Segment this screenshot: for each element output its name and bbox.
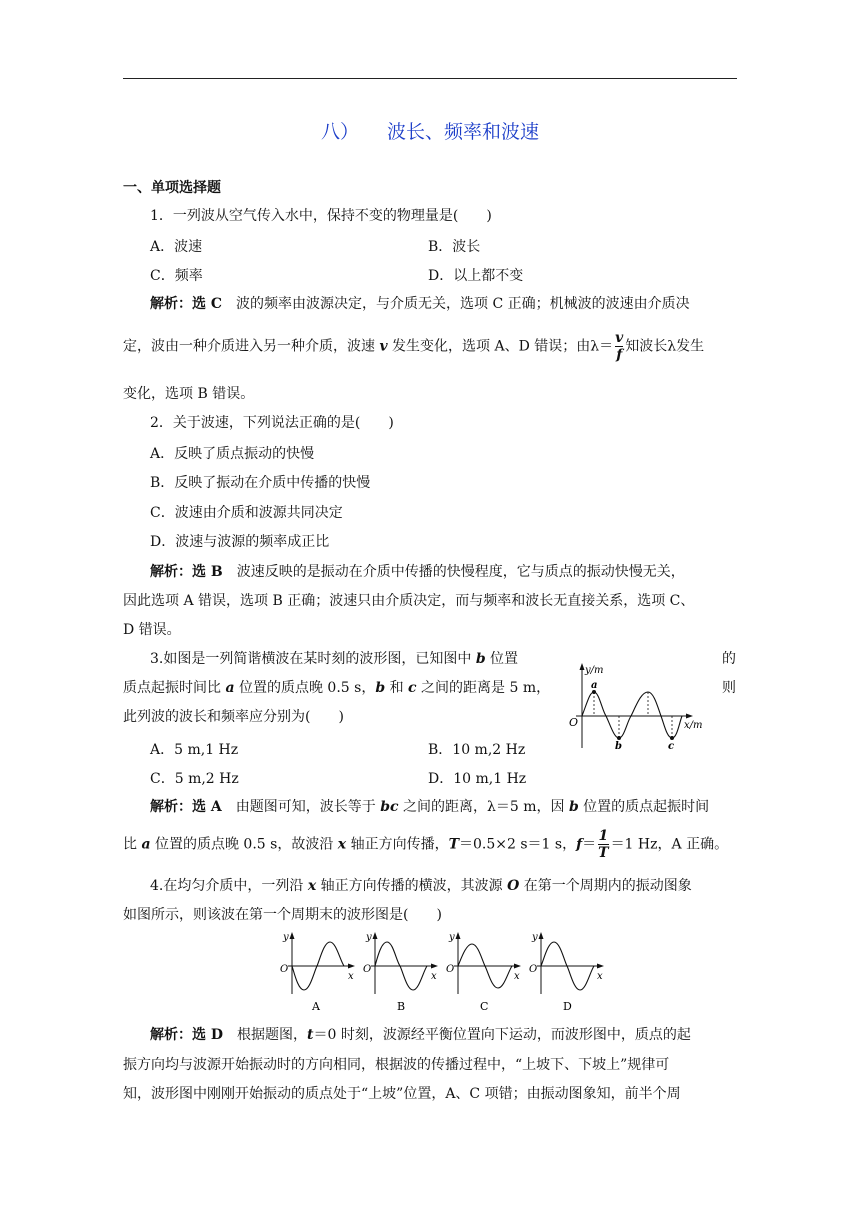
q4-answer-line1: 解析：选 D 根据题图，t＝0 时刻，波源经平衡位置向下运动，而波形图中，质点的起 (150, 1027, 691, 1043)
q4-c-y-label: y (449, 932, 455, 943)
q4-figure-c (446, 928, 528, 1016)
q3-x-arrow (686, 714, 693, 719)
q1-answer-line2: 定，波由一种介质进入另一种介质，波速 v 发生变化，选项 A、D 错误；由λ＝ $\frac{v}{f}$ 知波长λ发生 (123, 330, 705, 363)
q4-d-caption: D (563, 1000, 572, 1013)
q2-answer-line2: 因此选项 A 错误，选项 B 正确；波速只由介质决定，而与频率和波长无直接关系，选项 C、 (123, 593, 695, 609)
q4-c-x-label: x (514, 971, 520, 982)
q4-stem-line2: 如图所示，则该波在第一个周期末的波形图是( ) (123, 907, 442, 923)
q2-option-a: A．反映了质点振动的快慢 (150, 446, 315, 462)
q2-option-d: D．波速与波源的频率成正比 (150, 534, 330, 550)
q3-answer-label: 解析：选 A (150, 799, 222, 815)
q4-answer-label: 解析：选 D (150, 1027, 224, 1043)
q4-c-caption: C (480, 1000, 489, 1013)
q4-figure-d (529, 928, 611, 1016)
q4-c-origin: O (446, 964, 455, 975)
q1-fraction: $\frac{v}{f}$ (615, 330, 624, 363)
section-heading: 一、单项选择题 (123, 180, 221, 196)
q3-stem-line1-end: 的 (722, 651, 736, 667)
title-number: 八） (320, 121, 359, 143)
q4-answer-line3: 知，波形图中刚刚开始振动的质点处于“上坡”位置，A、C 项错；由振动图象知，前半个周 (123, 1086, 681, 1102)
q3-stem-line1: 3.如图是一列简谐横波在某时刻的波形图，已知图中 b 位置 (150, 651, 519, 667)
q3-point-c (670, 736, 674, 740)
q4-a-y-label: y (283, 932, 289, 943)
q3-option-c: C．5 m,2 Hz (150, 771, 239, 787)
q3-y-arrow (580, 663, 585, 670)
q3-stem-line2-end: 则 (722, 680, 736, 696)
q3-fraction: $\frac{1}{T}$ (598, 828, 609, 861)
q1-answer-line1: 解析：选 C 波的频率由波源决定，与介质无关，选项 C 正确；机械波的波速由介质决 (150, 296, 690, 312)
q1-option-b: B．波长 (428, 239, 481, 255)
q3-y-label: y/m (585, 665, 604, 676)
q2-answer-label: 解析：选 B (150, 564, 223, 580)
q4-a-caption: A (312, 1000, 320, 1013)
page-title (0, 117, 860, 144)
q4-figure-b (363, 928, 445, 1016)
q3-label-c: c (668, 741, 675, 752)
q1-answer-line3: 变化，选项 B 错误。 (123, 386, 255, 402)
q3-stem-line2: 质点起振时间比 a 位置的质点晚 0.5 s，b 和 c 之间的距离是 5 m， (123, 680, 551, 696)
q3-point-b (617, 736, 621, 740)
q4-figure-a (280, 928, 362, 1016)
q2-answer-line3: D 错误。 (123, 622, 181, 638)
q4-d-origin: O (529, 964, 538, 975)
q1-answer-label: 解析：选 C (150, 296, 223, 312)
q4-answer-line2: 振方向均与波源开始振动时的方向相同，根据波的传播过程中，“上坡下、下坡上”规律可 (123, 1057, 670, 1073)
q3-origin-label: O (569, 716, 579, 729)
q3-x-label: x/m (684, 720, 703, 731)
q3-answer-line1: 解析：选 A 由题图可知，波长等于 bc 之间的距离，λ＝5 m，因 b 位置的质点起振时间 (150, 799, 710, 815)
q4-d-y-label: y (532, 932, 538, 943)
q3-option-a: A．5 m,1 Hz (150, 742, 239, 758)
q2-option-c: C．波速由介质和波源共同决定 (150, 505, 343, 521)
q4-a-x-label: x (348, 971, 354, 982)
q3-waveform-figure (566, 660, 714, 752)
q2-stem: 2．关于波速，下列说法正确的是( ) (150, 415, 394, 431)
q3-label-b: b (615, 741, 622, 752)
q3-stem-line3: 此列波的波长和频率应分别为( ) (123, 709, 344, 725)
q1-stem: 1．一列波从空气传入水中，保持不变的物理量是( ) (150, 208, 492, 224)
q4-b-origin: O (363, 964, 372, 975)
q2-option-b: B．反映了振动在介质中传播的快慢 (150, 475, 371, 491)
q3-option-d: D．10 m,1 Hz (428, 771, 527, 787)
q4-b-x-label: x (431, 971, 437, 982)
q4-b-caption: B (397, 1000, 406, 1013)
q1-option-a: A．波速 (150, 239, 203, 255)
q3-answer-line2: 比 a 位置的质点晚 0.5 s，故波沿 x 轴正方向传播，T＝0.5×2 s＝1 s，f＝ $\frac{1}{T}$ ＝1 Hz，A 正确。 (123, 828, 729, 861)
q3-option-b: B．10 m,2 Hz (428, 742, 526, 758)
q3-label-a: a (591, 680, 598, 691)
q4-b-y-label: y (366, 932, 372, 943)
q1-option-c: C．频率 (150, 268, 203, 284)
q4-stem-line1: 4.在均匀介质中，一列沿 x 轴正方向传播的横波，其波源 O 在第一个周期内的振动图象 (150, 878, 692, 894)
title-text: 波长、频率和波速 (387, 121, 540, 143)
header-rule (123, 78, 737, 79)
q3-wave-curve (582, 692, 682, 738)
q2-answer-line1: 解析：选 B 波速反映的是振动在介质中传播的快慢程度，它与质点的振动快慢无关， (150, 564, 685, 580)
q1-option-d: D．以上都不变 (428, 268, 524, 284)
q4-a-origin: O (280, 964, 289, 975)
q4-d-x-label: x (597, 971, 603, 982)
